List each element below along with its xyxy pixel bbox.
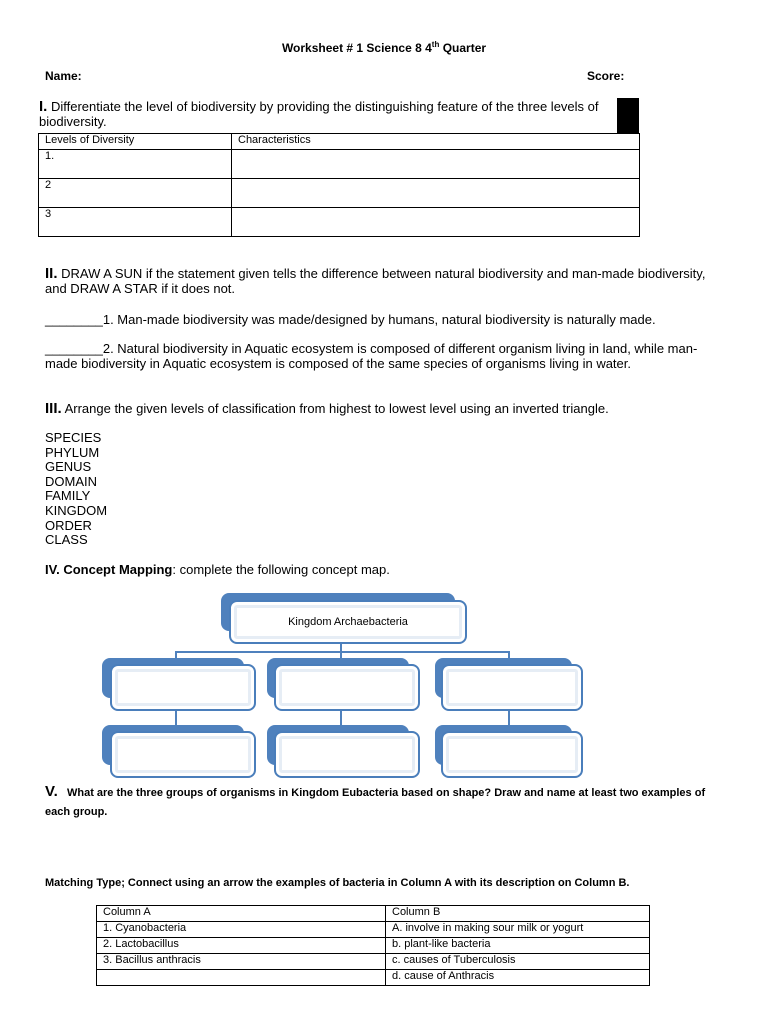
list-item: DOMAIN xyxy=(45,473,97,489)
table-header-characteristics: Characteristics xyxy=(232,134,640,150)
concept-map-box[interactable] xyxy=(110,731,256,778)
list-item: SPECIES xyxy=(45,430,102,445)
column-a-item: 1. Cyanobacteria xyxy=(97,922,386,938)
table-cell: 2 xyxy=(39,179,232,208)
list-item: CLASS xyxy=(45,532,88,548)
concept-map-box[interactable] xyxy=(274,731,420,778)
section-5-instructions: V. What are the three groups of organisms in Kingdom Eubacteria based on shape? Draw and name at least two examples of each group. xyxy=(45,783,706,818)
column-a-item: 2. Lactobacillus xyxy=(97,938,386,954)
list-item: KINGDOM xyxy=(45,502,108,518)
list-item: PHYLUM xyxy=(45,444,100,460)
answer-cell[interactable] xyxy=(232,150,640,179)
classification-levels-list xyxy=(45,431,107,548)
table-header-levels: Levels of Diversity xyxy=(39,134,232,150)
matching-table xyxy=(96,905,650,986)
column-b-item: c. causes of Tuberculosis xyxy=(386,954,650,970)
table-row xyxy=(39,179,640,208)
table-row xyxy=(97,970,650,986)
table-row xyxy=(97,954,650,970)
list-item: ORDER xyxy=(45,517,92,533)
column-a-header: Column A xyxy=(97,906,386,922)
redaction-block xyxy=(617,98,639,133)
biodiversity-table xyxy=(38,133,640,237)
table-row xyxy=(97,938,650,954)
column-b-header: Column B xyxy=(386,906,650,922)
section-1-instructions: I. Differentiate the level of biodiversity by providing the distinguishing feature of the three levels of biodiversity. xyxy=(39,98,599,129)
name-label: Name: xyxy=(45,69,82,83)
concept-map-box[interactable] xyxy=(441,731,583,778)
table-row xyxy=(39,208,640,237)
connector-line xyxy=(508,711,510,725)
statement-2: ________2. Natural biodiversity in Aquatic ecosystem is composed of different organism living in land, while man-made biodiversity in Aquatic ecosystem is composed of the same species of organisms living in water. xyxy=(45,341,698,371)
section-2-instructions: II. DRAW A SUN if the statement given tells the difference between natural biodiversity and man-made biodiversity, and DRAW A STAR if it does not. xyxy=(45,265,706,296)
connector-line xyxy=(340,711,342,725)
concept-map-root: Kingdom Archaebacteria xyxy=(229,600,467,644)
score-label: Score: xyxy=(587,69,625,83)
concept-map-box[interactable] xyxy=(110,664,256,711)
list-item: GENUS xyxy=(45,459,92,475)
column-a-item: 3. Bacillus anthracis xyxy=(97,954,386,970)
statement-1: ________1. Man-made biodiversity was made/designed by humans, natural biodiversity is naturally made. xyxy=(45,312,656,327)
worksheet-title: Worksheet # 1 Science 8 4th Quarter xyxy=(281,40,487,55)
answer-cell[interactable] xyxy=(232,179,640,208)
column-a-item xyxy=(97,970,386,986)
table-row xyxy=(39,150,640,179)
column-b-item: A. involve in making sour milk or yogurt xyxy=(386,922,650,938)
column-b-item: d. cause of Anthracis xyxy=(386,970,650,986)
matching-instructions: Matching Type; Connect using an arrow the examples of bacteria in Column A with its description on Column B. xyxy=(45,877,630,889)
section-3-instructions: III. Arrange the given levels of classification from highest to lowest level using an inverted triangle. xyxy=(45,400,609,417)
connector-line xyxy=(175,711,177,725)
table-cell: 3 xyxy=(39,208,232,237)
column-b-item: b. plant-like bacteria xyxy=(386,938,650,954)
connector-line xyxy=(175,651,510,653)
concept-map-box[interactable] xyxy=(441,664,583,711)
list-item: FAMILY xyxy=(45,488,91,504)
table-cell: 1. xyxy=(39,150,232,179)
concept-map-box[interactable] xyxy=(274,664,420,711)
section-4-instructions: IV. Concept Mapping: complete the following concept map. xyxy=(45,562,390,577)
answer-cell[interactable] xyxy=(232,208,640,237)
table-row xyxy=(97,922,650,938)
